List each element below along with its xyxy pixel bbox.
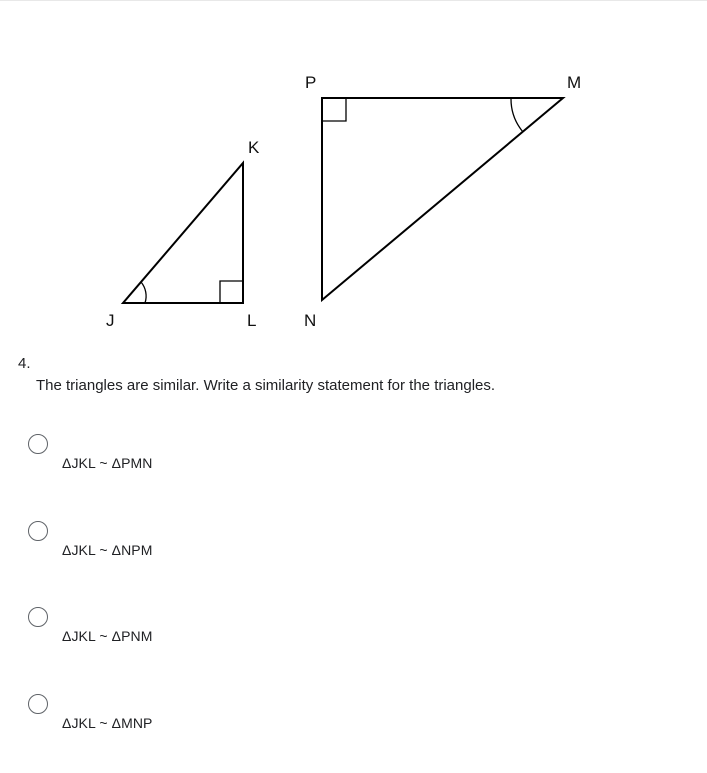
answer-option-label: ΔJKL ~ ΔPNM: [62, 628, 153, 644]
question-text: The triangles are similar. Write a similarity statement for the triangles.: [36, 377, 496, 394]
answer-option-label: ΔJKL ~ ΔNPM: [62, 542, 153, 558]
vertex-label-m: M: [567, 73, 582, 92]
answer-option-1[interactable]: [28, 434, 628, 484]
answer-option-3[interactable]: [28, 607, 628, 657]
answer-option-2[interactable]: [28, 521, 628, 571]
vertex-label-l: L: [247, 311, 257, 330]
triangles-figure: [0, 0, 707, 350]
triangle-jkl: [123, 163, 243, 303]
answer-option-label: ΔJKL ~ ΔMNP: [62, 715, 153, 731]
radio-button[interactable]: [28, 607, 48, 627]
radio-button[interactable]: [28, 521, 48, 541]
vertex-label-k: K: [248, 138, 260, 157]
radio-button[interactable]: [28, 694, 48, 714]
answer-option-4[interactable]: [28, 694, 628, 744]
triangle-pmn: [322, 98, 563, 300]
vertex-label-n: N: [304, 311, 317, 330]
radio-button[interactable]: [28, 434, 48, 454]
question-number: 4.: [18, 355, 31, 372]
vertex-label-p: P: [305, 73, 317, 92]
answer-option-label: ΔJKL ~ ΔPMN: [62, 455, 153, 471]
vertex-label-j: J: [106, 311, 115, 330]
